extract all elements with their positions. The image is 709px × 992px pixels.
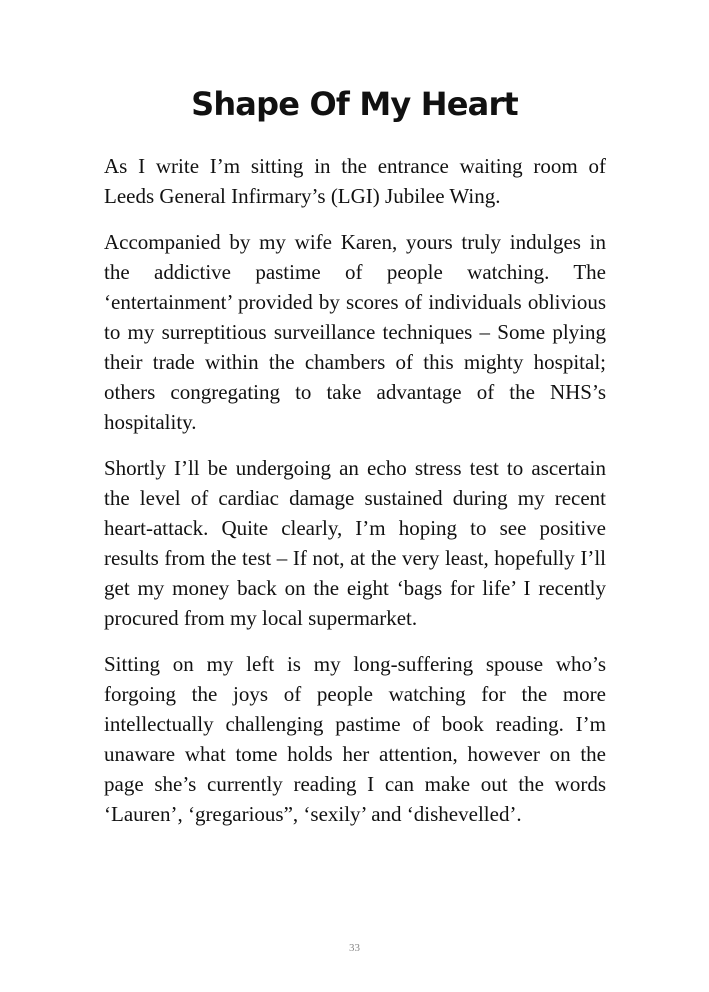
- body-text: [104, 151, 606, 845]
- paragraph-1: As I write I’m sitting in the entrance waiting room of Leeds General Infirmary’s (LGI) Jubilee Wing.: [104, 154, 606, 208]
- paragraph-2: Accompanied by my wife Karen, yours truly indulges in the addictive pastime of people watching. The ‘entertainment’ provided by scores of individuals oblivious to my surreptitious surveillance techniques – Some plying their trade within the chambers of this mighty hospital; others congregating to take advantage of the NHS’s hospitality.: [104, 230, 606, 434]
- paragraph-3: Shortly I’ll be undergoing an echo stress test to ascertain the level of cardiac damage sustained during my recent heart-attack. Quite clearly, I’m hoping to see positive results from the test – If not, at the very least, hopefully I’ll get my money back on the eight ‘bags for life’ I recently procured from my local supermarket.: [104, 456, 606, 630]
- page-number: 33: [349, 942, 360, 954]
- page-title: Shape Of My Heart: [191, 85, 518, 123]
- paragraph-4: Sitting on my left is my long-suffering spouse who’s forgoing the joys of people watching for the more intellectually challenging pastime of book reading. I’m unaware what tome holds her attention, however on the page she’s currently reading I can make out the words ‘Lauren’, ‘gregarious”, ‘sexily’ and ‘dishevelled’.: [104, 652, 606, 826]
